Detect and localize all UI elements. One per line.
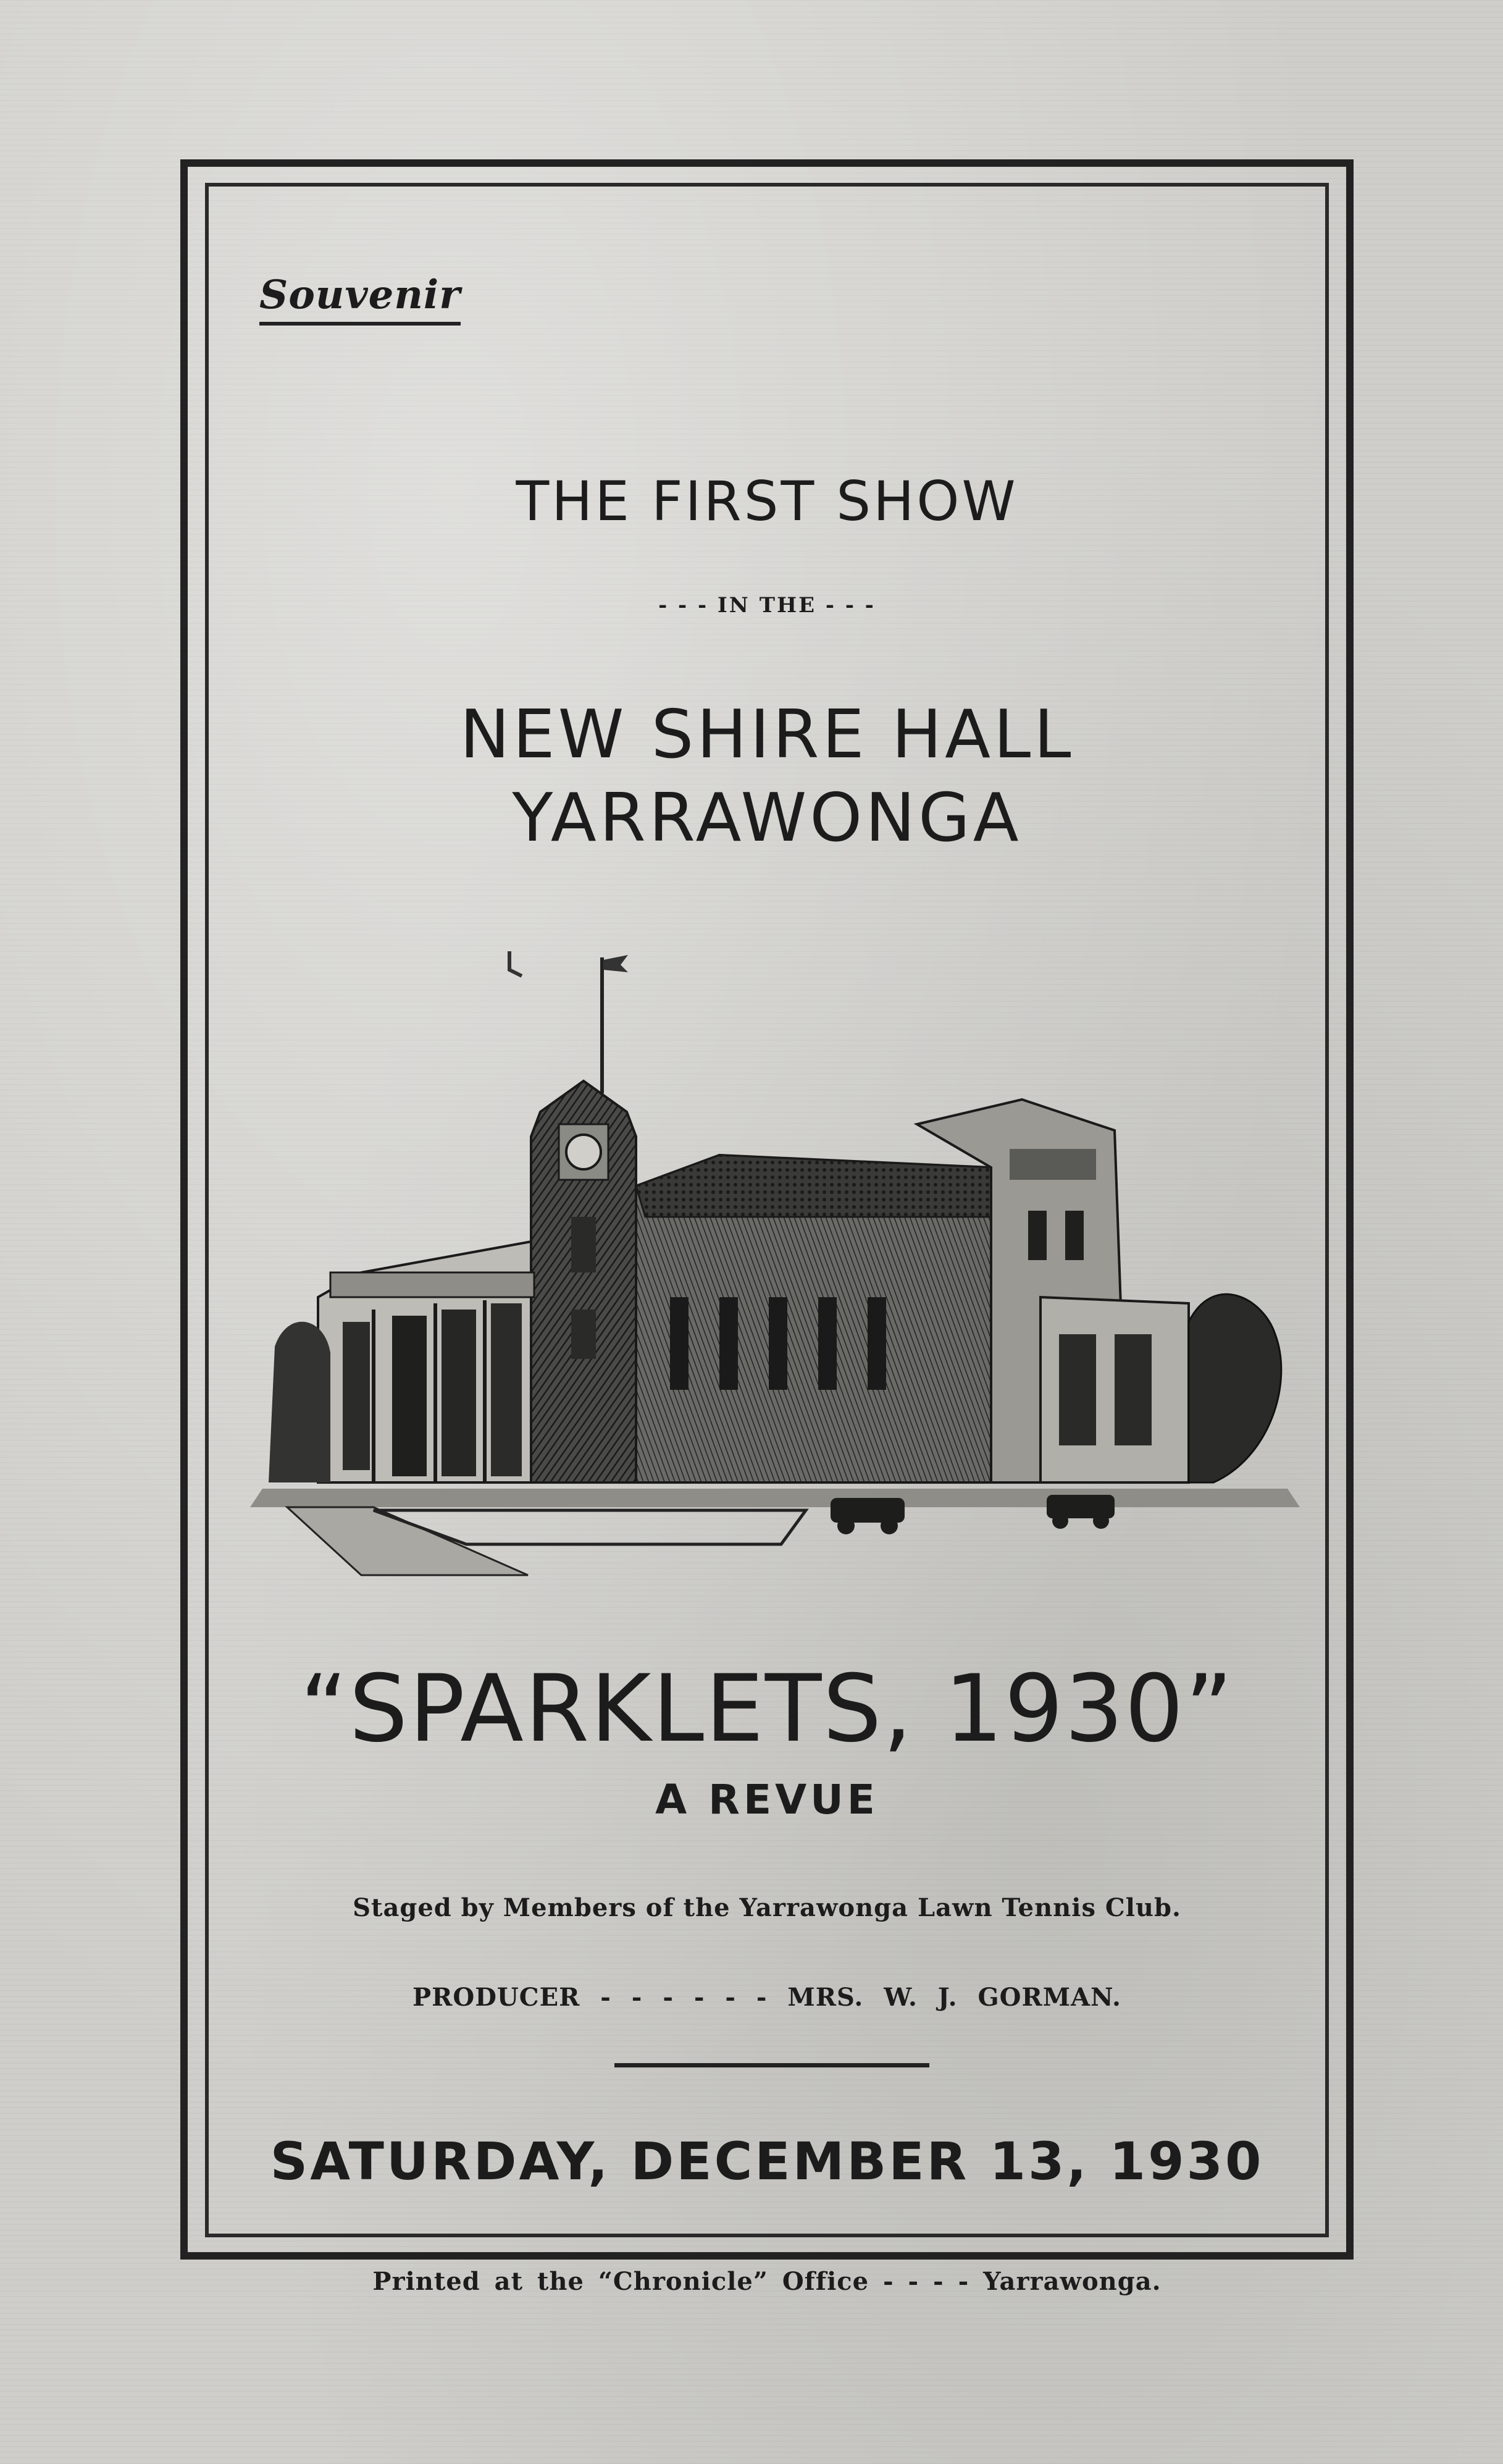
headline: THE FIRST SHOW [516, 469, 1018, 533]
performance-date: SATURDAY, DECEMBER 13, 1930 [270, 2131, 1264, 2192]
shire-hall-illustration [250, 951, 1300, 1594]
souvenir-label: Souvenir [259, 272, 461, 326]
divider-rule [614, 2063, 929, 2067]
venue-title: NEW SHIRE HALL [459, 696, 1074, 773]
town-title: YARRAWONGA [512, 780, 1022, 857]
show-title: “SPARKLETS, 1930” [299, 1655, 1234, 1763]
printer-credit: Printed at the “Chronicle” Office - - - - Yarrawonga. [372, 2267, 1162, 2296]
producer-line: PRODUCER - - - - - - MRS. W. J. GORMAN. [412, 1983, 1121, 2012]
connector-text: - - - IN THE - - - [658, 593, 876, 618]
show-type: A REVUE [655, 1776, 879, 1823]
staged-by-line: Staged by Members of the Yarrawonga Lawn Tennis Club. [353, 1893, 1181, 1922]
